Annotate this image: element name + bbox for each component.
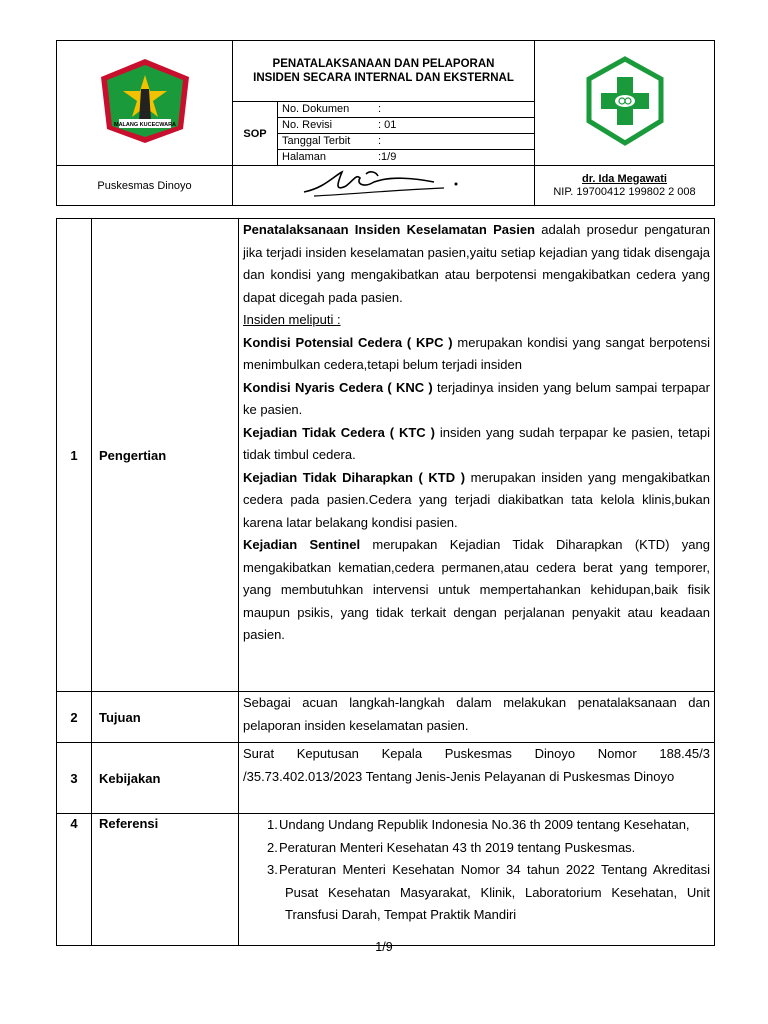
signer-nip: NIP. 19700412 199802 2 008 [553, 185, 696, 198]
list-item: 3.Peraturan Menteri Kesehatan Nomor 34 tahun 2022 Tentang Akreditasi Pusat Kesehatan Masyarakat, Klinik, Laboratorium Kesehatan, Unit Transfusi Darah, Tempat Praktik Mandiri [267, 862, 710, 922]
document-title: PENATALAKSANAAN DAN PELAPORAN INSIDEN SECARA INTERNAL DAN EKSTERNAL [233, 41, 535, 102]
page-number: 1/9 [375, 940, 393, 954]
table-row [57, 743, 715, 814]
sop-label: SOP [233, 102, 278, 166]
signer-block [535, 166, 715, 206]
section-number: 2 [57, 692, 92, 743]
section-label: Tujuan [92, 692, 239, 743]
document-meta [278, 102, 535, 166]
section-label: Kebijakan [92, 743, 239, 814]
section-number: 4 [57, 814, 92, 946]
meta-row-dokumen: No. Dokumen : [278, 102, 534, 118]
list-item: 2.Peraturan Menteri Kesehatan 43 th 2019 tentang Puskesmas. [267, 839, 636, 855]
table-row [57, 692, 715, 743]
section-label: Pengertian [92, 219, 239, 692]
section-number: 3 [57, 743, 92, 814]
puskesmas-logo-cell [535, 41, 715, 166]
meta-row-halaman: Halaman :1/9 [282, 151, 397, 163]
header-table [56, 40, 715, 206]
signature-cell [233, 166, 535, 206]
section-number: 1 [57, 219, 92, 692]
malang-city-logo-cell [57, 41, 233, 166]
puskesmas-logo [579, 55, 671, 147]
signer-name: dr. Ida Megawati [582, 172, 667, 185]
list-item: 1.Undang Undang Republik Indonesia No.36 th 2009 tentang Kesehatan, [267, 817, 690, 832]
pengertian-text: Penatalaksanaan Insiden Keselamatan Pasien adalah prosedur pengaturan jika terjadi insiden keselamatan pasien,yaitu setiap kejadian yang tidak disengaja dan kondisi yang mengakibatkan atau berpotensi mengakibatkan cedera yang dapat dicegah pada pasien. Insiden meliputi : Kondisi Potensial Cedera ( KPC ) merupakan kondisi yang sangat berpotensi menimbulkan cedera,tetapi belum terjadi insiden Kondisi Nyaris Cedera ( KNC ) terjadinya insiden yang belum sampai terpapar ke pasien. Kejadian Tidak Cedera ( KTC ) insiden yang sudah terpapar ke pasien, tetapi tidak timbul cedera. Kejadian Tidak Diharapkan ( KTD ) merupakan insiden yang mengakibatkan cedera pada pasien.Cedera yang terjadi diakibatkan tata kelola klinis,bukan karena latar belakang kondisi pasien. Kejadian Sentinel merupakan Kejadian Tidak Diharapkan (KTD) yang mengakibatkan kematian,cedera permanen,atau cedera berat yang temporer, yang membutuhkan intervensi untuk mempertahankan kehidupan,baik fisik maupun psikis, yang tidak terkait dengan perjalanan penyakit atau keadaan pasien. [239, 219, 715, 692]
malang-city-logo [93, 55, 197, 147]
content-table [56, 218, 715, 946]
referensi-list [239, 814, 715, 946]
logo-caption: MALANG KUCECWARA [113, 121, 176, 128]
kebijakan-text: Surat Keputusan Kepala Puskesmas Dinoyo Nomor 188.45/3 /35.73.402.013/2023 Tentang Jenis-Jenis Pelayanan di Puskesmas Dinoyo [239, 743, 715, 814]
meta-row-revisi: No. Revisi : 01 [278, 118, 534, 134]
meta-row-tanggal: Tanggal Terbit : [278, 134, 534, 150]
section-label: Referensi [92, 814, 239, 946]
tujuan-text: Sebagai acuan langkah-langkah dalam melakukan penatalaksanaan dan pelaporan insiden keselamatan pasien. [239, 692, 715, 743]
table-row [57, 219, 715, 692]
table-row [57, 814, 715, 946]
puskesmas-name: Puskesmas Dinoyo [57, 166, 233, 206]
signature-image [294, 166, 474, 200]
